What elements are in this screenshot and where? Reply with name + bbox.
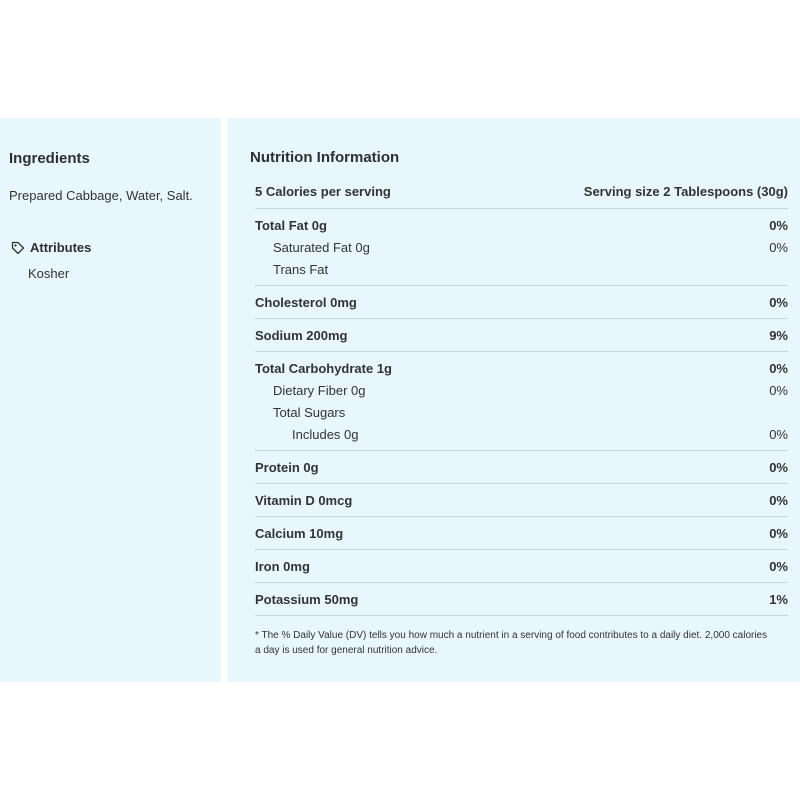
vitamin-d-group (255, 483, 788, 516)
table-row (255, 379, 788, 401)
carbohydrate-group (255, 351, 788, 450)
nutrient-dv: 0% (769, 360, 788, 376)
nutrient-label: Trans Fat (273, 261, 329, 277)
product-details-section (0, 118, 800, 682)
nutrition-facts-table (255, 180, 788, 616)
nutrient-dv: 0% (769, 525, 788, 541)
nutrient-dv: 0% (769, 294, 788, 310)
daily-value-footnote: * The % Daily Value (DV) tells you how much a nutrient in a serving of food contributes to a daily diet. 2,000 calories a day is used for general nutrition advice. (255, 630, 768, 656)
nutrient-label: Cholesterol 0mg (255, 294, 357, 310)
nutrient-label: Potassium 50mg (255, 591, 359, 607)
nutrient-dv: 0% (769, 217, 788, 233)
potassium-group (255, 582, 788, 616)
nutrient-dv: 1% (769, 591, 788, 607)
table-row (255, 522, 788, 544)
nutrient-label: Includes 0g (292, 426, 359, 442)
protein-group (255, 450, 788, 483)
nutrient-dv: 0% (769, 558, 788, 574)
attribute-item-kosher: Kosher (28, 266, 70, 281)
attributes-heading-row (11, 240, 91, 255)
ingredients-heading: Ingredients (9, 150, 90, 167)
table-row (255, 357, 788, 379)
table-row (255, 214, 788, 236)
nutrient-label: Iron 0mg (255, 558, 310, 574)
nutrient-label: Calcium 10mg (255, 525, 344, 541)
iron-group (255, 549, 788, 582)
table-row (255, 555, 788, 577)
table-row (255, 258, 788, 280)
serving-size: Serving size 2 Tablespoons (30g) (583, 183, 788, 199)
nutrient-label: Vitamin D 0mcg (255, 492, 353, 508)
nutrient-label: Protein 0g (255, 459, 319, 475)
fat-group (255, 208, 788, 285)
nutrient-dv: 9% (769, 327, 788, 343)
nutrition-panel (227, 118, 800, 682)
serving-info-row (255, 180, 788, 202)
nutrient-label: Total Fat 0g (255, 217, 327, 233)
table-row (255, 291, 788, 313)
nutrient-dv: 0% (769, 492, 788, 508)
tag-icon (11, 241, 25, 255)
table-row (255, 489, 788, 511)
calories-per-serving: 5 Calories per serving (255, 183, 391, 199)
table-row (255, 236, 788, 258)
ingredients-text: Prepared Cabbage, Water, Salt. (9, 188, 193, 203)
table-row (255, 324, 788, 346)
nutrient-dv: 0% (769, 382, 788, 398)
nutrient-label: Dietary Fiber 0g (273, 382, 366, 398)
table-row (255, 401, 788, 423)
nutrient-dv: 0% (769, 459, 788, 475)
nutrition-heading: Nutrition Information (250, 149, 400, 166)
calcium-group (255, 516, 788, 549)
ingredients-panel (0, 118, 221, 682)
attributes-heading: Attributes (30, 240, 92, 255)
sodium-group (255, 318, 788, 351)
nutrient-label: Total Sugars (273, 404, 346, 420)
nutrient-label: Sodium 200mg (255, 327, 348, 343)
nutrient-label: Saturated Fat 0g (273, 239, 370, 255)
nutrient-label: Total Carbohydrate 1g (255, 360, 393, 376)
table-row (255, 423, 788, 445)
cholesterol-group (255, 285, 788, 318)
nutrient-dv: 0% (769, 426, 788, 442)
table-row (255, 456, 788, 478)
table-row (255, 588, 788, 610)
nutrient-dv: 0% (769, 239, 788, 255)
